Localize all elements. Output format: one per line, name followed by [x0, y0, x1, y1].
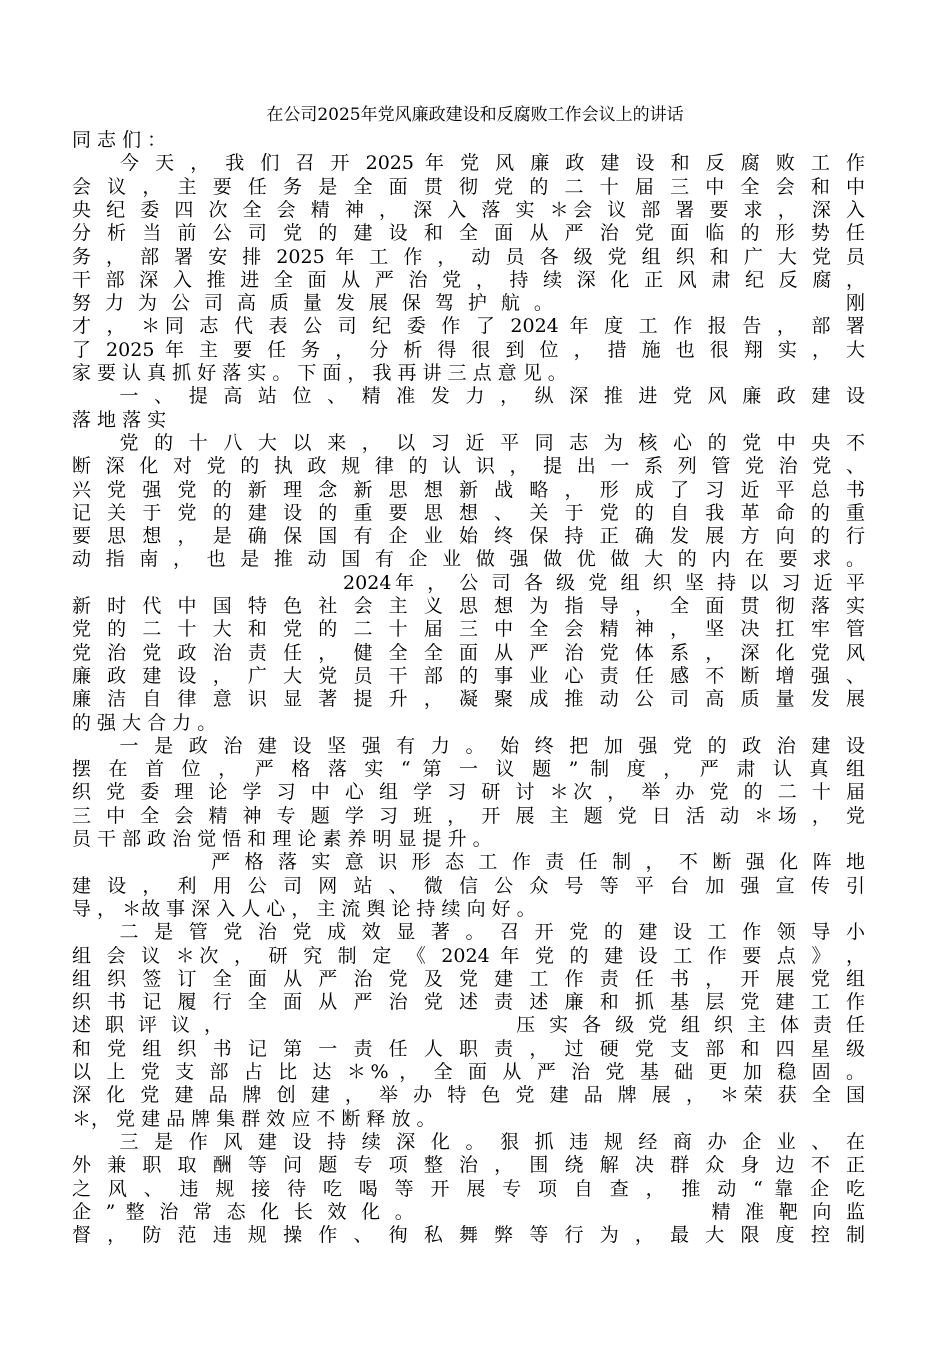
text-line: 织 党 委 理 论 学 习 中 心 组 学 习 研 讨 ＊次 ， 举 办 党 的 二 十 届 [72, 781, 865, 804]
text-line: 组 织 签 订 全 面 从 严 治 党 及 党 建 工 作 责 任 书 ， 开 展 党 组 [72, 967, 865, 990]
text-line: 以 上 党 支 部 占 比 达 ＊% ， 全 面 从 严 治 党 基 础 更 加 稳 固 。 [72, 1061, 865, 1083]
text-line: 干 部 深 入 推 进 全 面 从 严 治 党 ， 持 续 深 化 正 风 肃 纪 反 腐 ， [72, 268, 865, 291]
text-line: 了 2025 年 主 要 任 务 ， 分 析 得 很 到 位 ， 措 施 也 很 翔 实 ， 大 [72, 338, 865, 361]
text-line: 断 深 化 对 党 的 执 政 规 律 的 认 识 ， 提 出 一 系 列 管 党 治 党 、 [72, 455, 865, 478]
text-line: 分 析 当 前 公 司 党 的 建 设 和 全 面 从 严 治 党 面 临 的 形 势 任 [72, 222, 865, 245]
text-line: 党 的 十 八 大 以 来 ， 以 习 近 平 同 志 为 核 心 的 党 中 央 不 [72, 431, 865, 454]
text-line: 一 是 政 治 建 设 坚 强 有 力 。 始 终 把 加 强 党 的 政 治 建 设 [72, 734, 865, 757]
text-line: 建 设 ， 利 用 公 司 网 站 、 微 信 公 众 号 等 平 台 加 强 宣 传 引 [72, 874, 865, 897]
text-line: 员 干 部 政 治 觉 悟 和 理 论 素 养 明 显 提 升 。 [72, 828, 492, 850]
text-line: 一 、 提 高 站 位 、 精 准 发 力 ， 纵 深 推 进 党 风 廉 政 建 设 [72, 385, 865, 408]
text-line: 严 格 落 实 意 识 形 态 工 作 责 任 制 ， 不 断 强 化 阵 地 [72, 851, 865, 874]
text-line: 深 化 党 建 品 牌 创 建 ， 举 办 特 色 党 建 品 牌 展 ， ＊荣 获 全 国 [72, 1084, 865, 1107]
text-line: 二 是 管 党 治 党 成 效 显 著 。 召 开 党 的 建 设 工 作 领 导 小 [72, 921, 865, 944]
text-line: 动 指 南 ， 也 是 推 动 国 有 企 业 做 强 做 优 做 大 的 内 在 要 求 。 [72, 548, 865, 571]
text-line: 三 中 全 会 精 神 专 题 学 习 班 ， 开 展 主 题 党 日 活 动 ＊场 ， 党 [72, 804, 865, 827]
text-line: 党 治 党 政 治 责 任 ， 健 全 全 面 从 严 治 党 体 系 ， 深 化 党 风 [72, 641, 865, 664]
text-line: 廉 政 建 设 ， 广 大 党 员 干 部 的 事 业 心 责 任 感 不 断 增 强 、 [72, 664, 865, 687]
document-title: 在公司2025年党风廉政建设和反腐败工作会议上的讲话 [266, 105, 684, 125]
text-line: 央 纪 委 四 次 全 会 精 神 ， 深 入 落 实 ＊会 议 部 署 要 求 ， 深 入 [72, 198, 865, 221]
text-line: 努 力 为 公 司 高 质 量 发 展 保 驾 护 航 。 刚 [72, 292, 865, 315]
text-line: 今 天 ， 我 们 召 开 2025 年 党 风 廉 政 建 设 和 反 腐 败 工 作 [72, 152, 865, 175]
text-line: 述 职 评 议 ， 压 实 各 级 党 组 织 主 体 责 任 [72, 1014, 865, 1037]
text-line: ＊， 党 建 品 牌 集 群 效 应 不 断 释 放 。 [72, 1107, 436, 1130]
text-line: 组 会 议 ＊次 ， 研 究 制 定 《 2024 年 党 的 建 设 工 作 要 点 》 ， [72, 944, 865, 967]
text-line: 企 ” 整 治 常 态 化 长 效 化 。 精 准 靶 向 监 [72, 1200, 865, 1223]
text-line: 新 时 代 中 国 特 色 社 会 主 义 思 想 为 指 导 ， 全 面 贯 彻 落 实 [72, 595, 865, 617]
text-line: 党 的 二 十 大 和 党 的 二 十 届 三 中 全 会 精 神 ， 坚 决 扛 牢 管 [72, 618, 865, 641]
text-line: 同 志 们 ： [72, 129, 167, 151]
text-line: 三 是 作 风 建 设 持 续 深 化 。 狠 抓 违 规 经 商 办 企 业 、 在 [72, 1130, 865, 1153]
text-line: 摆 在 首 位 ， 严 格 落 实 “ 第 一 议 题 ” 制 度 ， 严 肃 认 真 组 [72, 758, 865, 781]
text-line: 2024年 ， 公 司 各 级 党 组 织 坚 持 以 习 近 平 [72, 571, 865, 594]
text-line: 的 强 大 合 力 。 [72, 711, 217, 734]
text-line: 廉 洁 自 律 意 识 显 著 提 升 ， 凝 聚 成 推 动 公 司 高 质 量 发 展 [72, 688, 865, 711]
text-line: 记 关 于 党 的 建 设 的 重 要 思 想 、 关 于 党 的 自 我 革 命 的 重 [72, 501, 865, 524]
text-line: 务 ， 部 署 安 排 2025 年 工 作 ， 动 员 各 级 党 组 织 和 广 大 党 员 [72, 245, 865, 268]
text-line: 落 地 落 实 [72, 408, 167, 431]
text-line: 会 议 ， 主 要 任 务 是 全 面 贯 彻 党 的 二 十 届 三 中 全 会 和 中 [72, 175, 865, 198]
text-line: 要 思 想 ， 是 确 保 国 有 企 业 始 终 保 持 正 确 发 展 方 向 的 行 [72, 525, 865, 548]
text-line: 和 党 组 织 书 记 第 一 责 任 人 职 责 ， 过 硬 党 支 部 和 四 星 级 [72, 1037, 865, 1060]
text-line: 织 书 记 履 行 全 面 从 严 治 党 述 责 述 廉 和 抓 基 层 党 建 工 作 [72, 991, 865, 1014]
text-line: 才 ， ＊同 志 代 表 公 司 纪 委 作 了 2024 年 度 工 作 报 告 ， 部 署 [72, 315, 865, 338]
text-line: 外 兼 职 取 酬 等 问 题 专 项 整 治 ， 围 绕 解 决 群 众 身 边 不 正 [72, 1154, 865, 1177]
text-line: 家 要 认 真 抓 好 落 实 。 下 面 ， 我 再 讲 三 点 意 见 。 [72, 362, 567, 384]
text-line: 之 风 、 违 规 接 待 吃 喝 等 开 展 专 项 自 查 ， 推 动 “ 靠 企 吃 [72, 1177, 865, 1200]
text-line: 导 ， ＊故 事 深 入 人 心 ， 主 流 舆 论 持 续 向 好 。 [72, 897, 536, 920]
text-line: 兴 党 强 党 的 新 理 念 新 思 想 新 战 略 ， 形 成 了 习 近 平 总 书 [72, 478, 865, 501]
text-line: 督 ， 防 范 违 规 操 作 、 徇 私 舞 弊 等 行 为 ， 最 大 限 度 控 制 [72, 1224, 865, 1247]
